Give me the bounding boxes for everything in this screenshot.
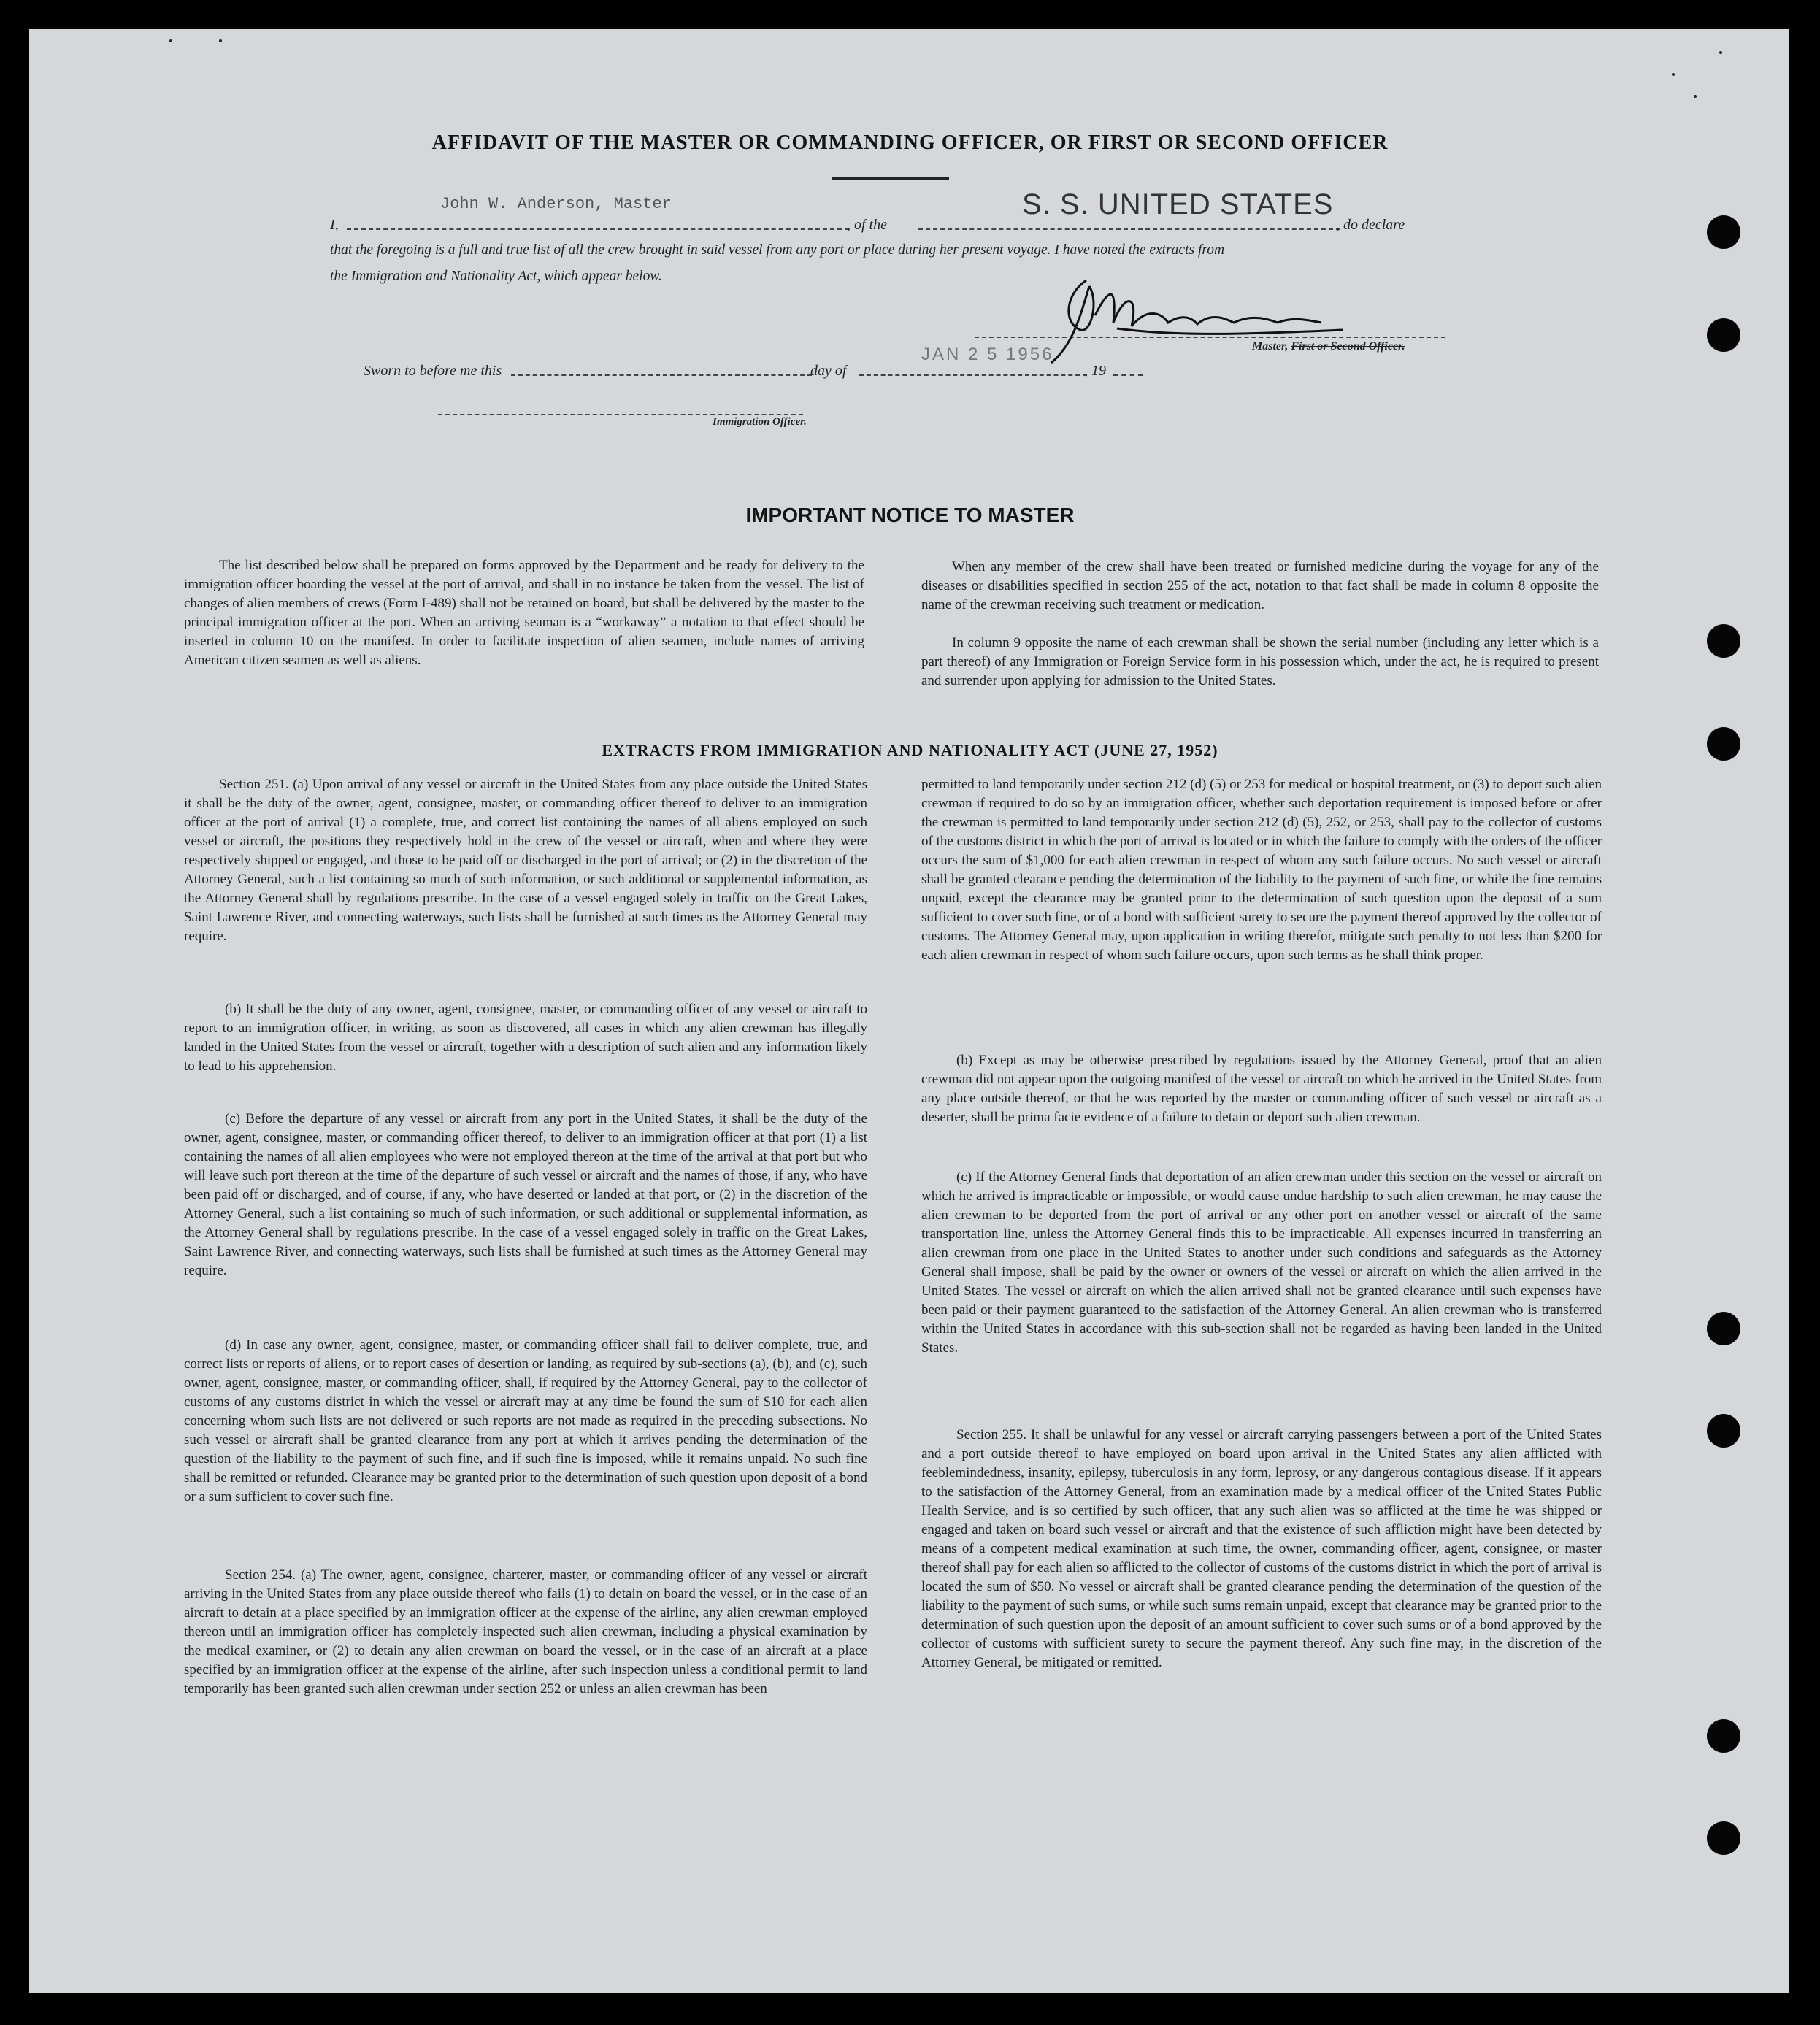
section-254-a-continued: permitted to land temporarily under section 212 (d) (5) or 253 for medical or hospital treatment, or (3) to deport such alien crewman if required to do so by an immigration officer, whether such deportation requirement is imposed before or after the crewman is permitted to land temporarily under section 212 (d) (5), 252, or 253, shall pay to the collector of customs of the customs district in which the port of arrival is located or in which the failure to comply with the orders of the officer occurs the sum of $1,000 for each alien crewman in respect of whom any such failure occurs. No such vessel or aircraft shall be granted clearance pending the determination of the liability to the payment of such fine, or while the fine remains unpaid, except the clearance may be granted prior to the determination of such question upon the deposit of a sum sufficient to cover such fine, or of a bond with sufficient surety to secure the payment thereof approved by the collector of customs. The Attorney General may, upon application in writing therefor, mitigate such penalty to not less than $200 for each alien crewman in respect of whom such failure occurs, upon such terms as he shall think proper. [921, 777, 1602, 963]
punch-hole [1707, 215, 1740, 249]
scan-speck [169, 39, 172, 42]
vessel-blank-line [918, 228, 1340, 230]
section-251-a: Section 251. (a) Upon arrival of any vessel or aircraft in the United States from any place outside the United States it shall be the duty of the owner, agent, consignee, master, or commanding officer thereof to deliver to an immigration officer at the port of arrival (1) a complete, true, and correct list containing the names of all aliens employed on such vessel or aircraft, the positions they respectively hold in the crew of the vessel or aircraft, when and where they were respectively shipped or engaged, and those to be paid off or discharged in the port of arrival; or (2) in the discretion of the Attorney General, such a list containing so much of such information, or such additional or supplemental information, as the Attorney General shall by regulations prescribe. In the case of a vessel engaged solely in traffic on the Great Lakes, Saint Lawrence River, and connecting waterways, such lists shall be furnished at such times as the Attorney General may require. [184, 777, 867, 944]
officer-signature-line [438, 414, 803, 415]
section-251-c: (c) Before the departure of any vessel or aircraft from any port in the United States, it shall be the duty of the owner, agent, consignee, master, or commanding officer thereof, to deliver to an immigration officer at that port (1) a list containing the names of all alien employees who were not employed thereon at the time of the arrival at that port but who will leave such port thereon at the time of the departure of such vessel or aircraft and the names of those, if any, who have been paid off or discharged, and of course, if any, who have deserted or landed at that port, or (2) in the discretion of the Attorney General, such a list containing so much of such information, or such additional or supplemental information, as the Attorney General shall by regulations prescribe. In the case of a vessel engaged solely in traffic on the Great Lakes, Saint Lawrence River, and connecting waterways, such lists shall be furnished at such times as the Attorney General may require. [184, 1111, 867, 1278]
date-stamp: JAN 2 5 1956 [921, 345, 1054, 364]
punch-hole [1707, 1821, 1740, 1855]
notice-right-paragraph-2: In column 9 opposite the name of each crewman shall be shown the serial number (including any letter which is a part thereof) of any Immigration or Foreign Service form in his possession which, under the act, he is required to present and surrender upon applying for admission to the United States. [921, 635, 1599, 688]
year-prefix: , 19 [1084, 363, 1106, 379]
scan-speck [1719, 51, 1722, 54]
title-divider [832, 177, 949, 180]
notice-right-paragraph-1: When any member of the crew shall have been treated or furnished medicine during the voyage for any of the diseases or disabilities specified in section 255 of the act, notation to that fact shall be made in column 8 opposite the name of the crewman receiving such treatment or medication. [921, 559, 1599, 612]
section-251-d: (d) In case any owner, agent, consignee, master, or commanding officer shall fail to deliver complete, true, and correct lists or reports of aliens, or to report cases of desertion or landing, as required by sub-sections (a), (b), and (c), such owner, agent, consignee, master, or commanding officer, shall, if required by the Attorney General, pay to the collector of customs of any customs district in which the vessel or aircraft may at any time be found the sum of $10 for each alien concerning whom such lists are not delivered or such reports are not made as required in the preceding subsections. No such vessel or aircraft shall be granted clearance from any port at which it arrives pending the determination of the question of the liability to the payment of such fine, and if such fine is imposed, while it remains unpaid. No such fine shall be remitted or refunded. Clearance may be granted prior to the determination of such question upon deposit of a bond or a sum sufficient to cover such fine. [184, 1337, 867, 1505]
notice-left-paragraph: The list described below shall be prepared on forms approved by the Department and be ready for delivery to the immigration officer boarding the vessel at the port of arrival, and shall in no instance be taken from the vessel. The list of changes of alien members of crews (Form I-489) shall not be retained on board, but shall be delivered by the master to the principal immigration officer at the port. When an arriving seaman is a “workaway” a notation to that effect should be inserted in column 10 on the manifest. In order to facilitate inspection of alien seamen, include names of arriving American citizen seamen as well as aliens. [184, 558, 864, 668]
affidavit-title: AFFIDAVIT OF THE MASTER OR COMMANDING OFFICER, OR FIRST OR SECOND OFFICER [431, 131, 1389, 154]
scan-speck [1694, 95, 1697, 98]
officer-caption: Immigration Officer. [713, 416, 807, 428]
scan-speck [219, 39, 222, 42]
punch-hole [1707, 1312, 1740, 1345]
sworn-label: Sworn to before me this [364, 363, 502, 379]
month-line [859, 374, 1087, 376]
notice-title: IMPORTANT NOTICE TO MASTER [745, 504, 1075, 526]
punch-hole [1707, 1719, 1740, 1753]
punch-hole [1707, 1414, 1740, 1448]
year-line [1113, 374, 1143, 376]
name-blank-line [347, 228, 849, 230]
do-declare-label: , do declare [1336, 217, 1405, 233]
section-254-b: (b) Except as may be otherwise prescribed by regulations issued by the Attorney General, proof that an alien crewman did not appear upon the outgoing manifest of the vessel or aircraft on which he arrived in the United States from any place outside thereof, or that he was reported by the master or commanding officer of such vessel or aircraft as a deserter, shall be prima facie evidence of a failure to detain or deport such alien crewman. [921, 1053, 1602, 1125]
typed-master-name: John W. Anderson, Master [440, 195, 672, 213]
section-254-a: Section 254. (a) The owner, agent, consignee, charterer, master, or commanding officer of any vessel or aircraft arriving in the United States from any place outside thereof who fails (1) to detain on board the vessel, or in the case of an aircraft to detain at a place specified by an immigration officer at the expense of the airline, any alien crewman employed thereon until an immigration officer has completely inspected such alien crewman, including a physical examination by the medical examiner, or (2) to detain any alien crewman on board the vessel, or in the case of an aircraft at a place specified by an immigration officer at the expense of the airline, after such inspection unless a conditional permit to land temporarily has been granted such alien crewman under section 252 or unless an alien crewman has been [184, 1567, 867, 1697]
section-254-c: (c) If the Attorney General finds that deportation of an alien crewman under this section on the vessel or aircraft on which he arrived is impracticable or impossible, or would cause undue hardship to such alien crewman, he may cause the alien crewman to be deported from the port of arrival or any other port on another vessel or aircraft of the same transportation line, unless the Attorney General finds this to be impracticable. All expenses incurred in transferring an alien crewman from one place in the United States to another under such conditions and safeguards as the Attorney General shall impose, shall be paid by the owner or owners of the vessel or aircraft on which the alien arrived in the United States. The vessel or aircraft on which the alien arrived shall not be granted clearance until such expenses have been paid or their payment guaranteed to the satisfaction of the Attorney General. An alien crewman who is transferred within the United States in accordance with this sub-section shall not be regarded as having been landed in the United States. [921, 1169, 1602, 1356]
vessel-name-stamp: S. S. UNITED STATES [1022, 188, 1334, 220]
affidavit-lead: I, [330, 217, 339, 233]
signature-caption [1252, 340, 1405, 353]
caption-master: Master, [1252, 340, 1291, 353]
scan-speck [1672, 73, 1675, 76]
extracts-title: EXTRACTS FROM IMMIGRATION AND NATIONALITY ACT (JUNE 27, 1952) [602, 741, 1218, 759]
punch-hole [1707, 624, 1740, 658]
section-255: Section 255. It shall be unlawful for any vessel or aircraft carrying passengers between a port of the United States and a port outside thereof to have employed on board upon arrival in the United States any alien afflicted with feeblemindedness, insanity, epilepsy, tuberculosis in any form, leprosy, or any dangerous contagious disease. If it appears to the satisfaction of the Attorney General, from an examination made by a medical officer of the United States Public Health Service, and is so certified by such officer, that any such alien was so afflicted at the time he was shipped or engaged and taken on board such vessel or aircraft and that the existence of such affliction might have been detected by means of a competent medical examination at such time, the owner, commanding officer, agent, consignee, or master thereof shall pay for each alien so afflicted to the collector of customs of the customs district in which the port of arrival is located the sum of $50. No vessel or aircraft shall be granted clearance pending the determination of the question of the liability to the payment of such sums, or while such sums remain unpaid, except that clearance may be granted prior to the determination of such question upon the deposit of an amount sufficient to cover such sums or of a bond approved by the collector of customs with sufficient surety to secure the payment thereof. Any such fine may, in the discretion of the Attorney General, be mitigated or remitted. [921, 1427, 1602, 1670]
section-251-b: (b) It shall be the duty of any owner, agent, consignee, master, or commanding officer of any vessel or aircraft to report to an immigration officer, in writing, as soon as discovered, all cases in which any alien crewman has illegally landed in the United States from the vessel or aircraft, together with a description of such alien and any information likely to lead to his apprehension. [184, 1002, 867, 1074]
affidavit-statement-line2: the Immigration and Nationality Act, which appear below. [330, 269, 662, 284]
punch-hole [1707, 318, 1740, 352]
caption-struck-officer: First or Second Officer. [1291, 340, 1405, 353]
of-the-label: , of the [847, 217, 887, 233]
day-of-label: day of [810, 363, 847, 379]
affidavit-statement-line1: that the foregoing is a full and true list of all the crew brought in said vessel from any port or place during her present voyage. I have noted the extracts from [330, 242, 1225, 258]
sworn-day-line [511, 374, 812, 376]
